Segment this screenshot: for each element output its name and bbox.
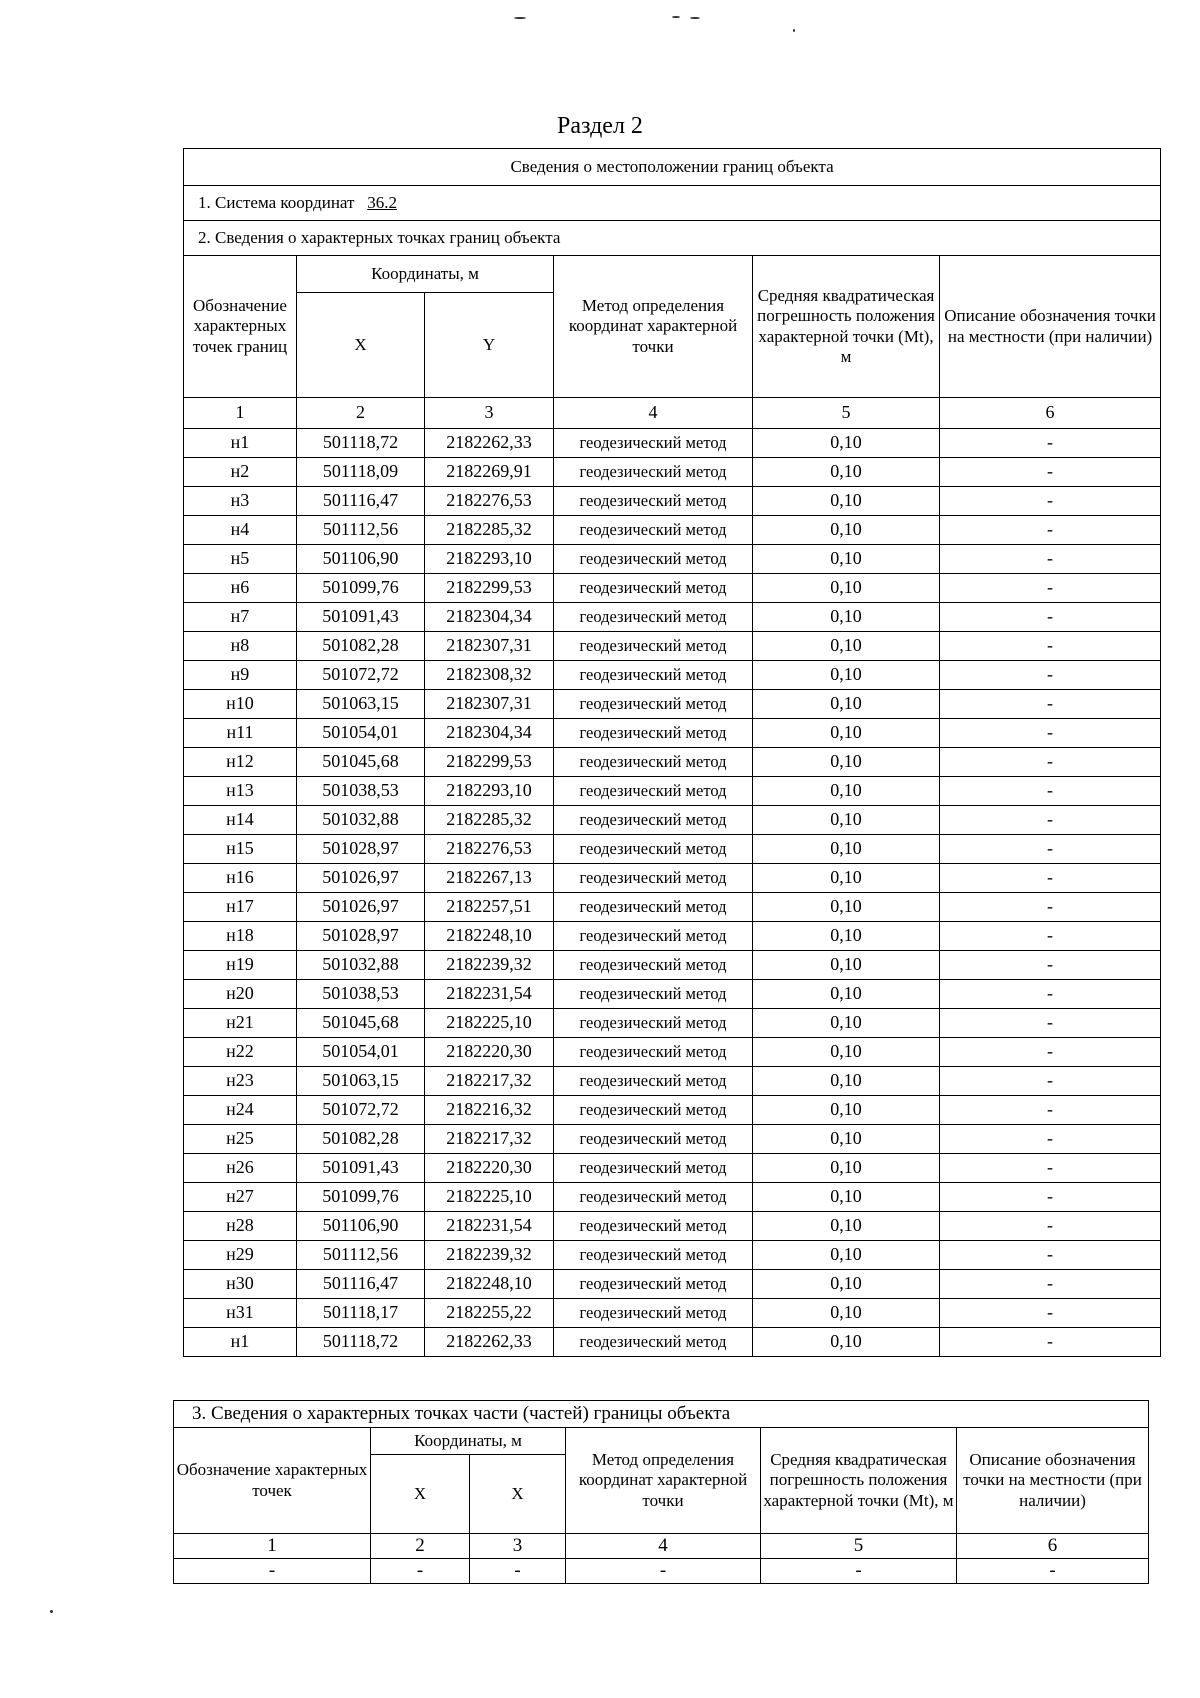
- coord-y: 2182299,53: [425, 748, 554, 777]
- coord-x: 501038,53: [297, 777, 425, 806]
- method: геодезический метод: [554, 458, 753, 487]
- empty-cell: -: [470, 1559, 566, 1584]
- mean-error: 0,10: [753, 458, 940, 487]
- method: геодезический метод: [554, 1154, 753, 1183]
- column-number: 3: [425, 398, 554, 429]
- coord-y: 2182220,30: [425, 1154, 554, 1183]
- coord-y: 2182248,10: [425, 922, 554, 951]
- coord-x: 501026,97: [297, 864, 425, 893]
- table-row: [184, 806, 1161, 835]
- method: геодезический метод: [554, 1125, 753, 1154]
- mean-error: 0,10: [753, 1154, 940, 1183]
- empty-cell: -: [761, 1559, 957, 1584]
- coord-x: 501106,90: [297, 1212, 425, 1241]
- section-title: Раздел 2: [557, 113, 643, 139]
- part-col-x2-header: X: [470, 1455, 566, 1534]
- description: -: [940, 1270, 1161, 1299]
- coord-x: 501032,88: [297, 806, 425, 835]
- coord-y: 2182307,31: [425, 690, 554, 719]
- description: -: [940, 864, 1161, 893]
- point-designation: н30: [184, 1270, 297, 1299]
- point-designation: н3: [184, 487, 297, 516]
- method: геодезический метод: [554, 777, 753, 806]
- point-designation: н11: [184, 719, 297, 748]
- mean-error: 0,10: [753, 893, 940, 922]
- coord-x: 501118,17: [297, 1299, 425, 1328]
- description: -: [940, 806, 1161, 835]
- description: -: [940, 1009, 1161, 1038]
- coord-y: 2182285,32: [425, 806, 554, 835]
- method: геодезический метод: [554, 1212, 753, 1241]
- points-heading: 2. Сведения о характерных точках границ объекта: [184, 221, 1161, 256]
- method: геодезический метод: [554, 1067, 753, 1096]
- mean-error: 0,10: [753, 777, 940, 806]
- coord-y: 2182293,10: [425, 777, 554, 806]
- part-boundary-points-table: [173, 1400, 1149, 1584]
- coord-y: 2182231,54: [425, 1212, 554, 1241]
- mean-error: 0,10: [753, 1212, 940, 1241]
- coord-x: 501082,28: [297, 1125, 425, 1154]
- description: -: [940, 1096, 1161, 1125]
- method: геодезический метод: [554, 1183, 753, 1212]
- point-designation: н12: [184, 748, 297, 777]
- part-col-method-header: Метод определения координат характерной точки: [566, 1428, 761, 1534]
- col-desc-header: Описание обозначения точки на местности (при наличии): [940, 256, 1161, 398]
- point-designation: н19: [184, 951, 297, 980]
- mean-error: 0,10: [753, 487, 940, 516]
- point-designation: н7: [184, 603, 297, 632]
- method: геодезический метод: [554, 1270, 753, 1299]
- mean-error: 0,10: [753, 864, 940, 893]
- table-row: [184, 1299, 1161, 1328]
- coord-y: 2182220,30: [425, 1038, 554, 1067]
- description: -: [940, 1241, 1161, 1270]
- table-row: [184, 574, 1161, 603]
- col-y-header: Y: [425, 293, 554, 398]
- description: -: [940, 748, 1161, 777]
- empty-cell: -: [957, 1559, 1149, 1584]
- method: геодезический метод: [554, 603, 753, 632]
- mean-error: 0,10: [753, 980, 940, 1009]
- table-row: [184, 487, 1161, 516]
- coord-y: 2182225,10: [425, 1009, 554, 1038]
- mean-error: 0,10: [753, 545, 940, 574]
- coord-x: 501082,28: [297, 632, 425, 661]
- empty-cell: -: [174, 1559, 371, 1584]
- column-number: 2: [371, 1534, 470, 1559]
- point-designation: н2: [184, 458, 297, 487]
- column-number: 6: [957, 1534, 1149, 1559]
- mean-error: 0,10: [753, 1328, 940, 1357]
- coord-y: 2182267,13: [425, 864, 554, 893]
- method: геодезический метод: [554, 516, 753, 545]
- coord-x: 501116,47: [297, 487, 425, 516]
- description: -: [940, 487, 1161, 516]
- mean-error: 0,10: [753, 603, 940, 632]
- table-row: [184, 1009, 1161, 1038]
- part-column-number-row: [174, 1534, 1149, 1559]
- method: геодезический метод: [554, 690, 753, 719]
- method: геодезический метод: [554, 545, 753, 574]
- table-header: Сведения о местоположении границ объекта: [184, 149, 1161, 186]
- empty-cell: -: [566, 1559, 761, 1584]
- coord-y: 2182299,53: [425, 574, 554, 603]
- coord-x: 501112,56: [297, 1241, 425, 1270]
- description: -: [940, 574, 1161, 603]
- method: геодезический метод: [554, 806, 753, 835]
- method: геодезический метод: [554, 922, 753, 951]
- coord-y: 2182239,32: [425, 1241, 554, 1270]
- point-designation: н31: [184, 1299, 297, 1328]
- coord-y: 2182217,32: [425, 1125, 554, 1154]
- part-col-x1-header: X: [371, 1455, 470, 1534]
- coordinate-system-value: 36.2: [367, 192, 397, 212]
- column-number-row: [184, 398, 1161, 429]
- column-number: 6: [940, 398, 1161, 429]
- col-error-header: Средняя квадратическая погрешность положения характерной точки (Mt), м: [753, 256, 940, 398]
- coord-x: 501032,88: [297, 951, 425, 980]
- coord-y: 2182257,51: [425, 893, 554, 922]
- coordinate-system-label: 1. Система координат: [198, 192, 355, 212]
- method: геодезический метод: [554, 429, 753, 458]
- coord-y: 2182307,31: [425, 632, 554, 661]
- coord-x: 501045,68: [297, 748, 425, 777]
- point-designation: н9: [184, 661, 297, 690]
- description: -: [940, 661, 1161, 690]
- description: -: [940, 777, 1161, 806]
- table-row: [184, 1212, 1161, 1241]
- description: -: [940, 1183, 1161, 1212]
- coord-x: 501091,43: [297, 603, 425, 632]
- description: -: [940, 893, 1161, 922]
- description: -: [940, 1125, 1161, 1154]
- coord-x: 501026,97: [297, 893, 425, 922]
- mean-error: 0,10: [753, 922, 940, 951]
- mean-error: 0,10: [753, 1096, 940, 1125]
- table-row: [184, 1096, 1161, 1125]
- coord-y: 2182239,32: [425, 951, 554, 980]
- mean-error: 0,10: [753, 574, 940, 603]
- description: -: [940, 1299, 1161, 1328]
- coord-x: 501038,53: [297, 980, 425, 1009]
- description: -: [940, 632, 1161, 661]
- point-designation: н20: [184, 980, 297, 1009]
- mean-error: 0,10: [753, 1038, 940, 1067]
- column-number: 4: [554, 398, 753, 429]
- description: -: [940, 603, 1161, 632]
- point-designation: н10: [184, 690, 297, 719]
- coord-x: 501063,15: [297, 1067, 425, 1096]
- point-designation: н6: [184, 574, 297, 603]
- coord-x: 501054,01: [297, 719, 425, 748]
- method: геодезический метод: [554, 661, 753, 690]
- point-designation: н17: [184, 893, 297, 922]
- empty-cell: -: [371, 1559, 470, 1584]
- coord-x: 501106,90: [297, 545, 425, 574]
- coord-y: 2182255,22: [425, 1299, 554, 1328]
- description: -: [940, 1154, 1161, 1183]
- point-designation: н22: [184, 1038, 297, 1067]
- scan-speck: [50, 1610, 53, 1613]
- method: геодезический метод: [554, 632, 753, 661]
- method: геодезический метод: [554, 893, 753, 922]
- table-row: [184, 864, 1161, 893]
- coord-x: 501028,97: [297, 835, 425, 864]
- table-row: [184, 458, 1161, 487]
- mean-error: 0,10: [753, 632, 940, 661]
- point-designation: н4: [184, 516, 297, 545]
- table-row: [184, 748, 1161, 777]
- mean-error: 0,10: [753, 719, 940, 748]
- description: -: [940, 922, 1161, 951]
- coord-y: 2182285,32: [425, 516, 554, 545]
- point-designation: н13: [184, 777, 297, 806]
- point-designation: н5: [184, 545, 297, 574]
- table-row: [184, 661, 1161, 690]
- method: геодезический метод: [554, 574, 753, 603]
- mean-error: 0,10: [753, 806, 940, 835]
- coord-y: 2182276,53: [425, 835, 554, 864]
- part-col-coords-header: Координаты, м: [371, 1428, 566, 1455]
- description: -: [940, 1212, 1161, 1241]
- coord-y: 2182216,32: [425, 1096, 554, 1125]
- method: геодезический метод: [554, 980, 753, 1009]
- point-designation: н23: [184, 1067, 297, 1096]
- part-col-error-header: Средняя квадратическая погрешность положения характерной точки (Mt), м: [761, 1428, 957, 1534]
- column-number: 4: [566, 1534, 761, 1559]
- description: -: [940, 719, 1161, 748]
- method: геодезический метод: [554, 748, 753, 777]
- column-number: 2: [297, 398, 425, 429]
- description: -: [940, 429, 1161, 458]
- table-row: [184, 922, 1161, 951]
- table-row: [184, 516, 1161, 545]
- coord-y: 2182217,32: [425, 1067, 554, 1096]
- coord-x: 501063,15: [297, 690, 425, 719]
- mean-error: 0,10: [753, 516, 940, 545]
- method: геодезический метод: [554, 487, 753, 516]
- coord-y: 2182293,10: [425, 545, 554, 574]
- coord-x: 501118,72: [297, 429, 425, 458]
- mean-error: 0,10: [753, 835, 940, 864]
- description: -: [940, 545, 1161, 574]
- method: геодезический метод: [554, 1038, 753, 1067]
- point-designation: н29: [184, 1241, 297, 1270]
- point-designation: н14: [184, 806, 297, 835]
- description: -: [940, 458, 1161, 487]
- description: -: [940, 516, 1161, 545]
- method: геодезический метод: [554, 1328, 753, 1357]
- table-row: [184, 1241, 1161, 1270]
- mean-error: 0,10: [753, 1009, 940, 1038]
- mean-error: 0,10: [753, 1183, 940, 1212]
- table-row: [184, 1067, 1161, 1096]
- column-number: 3: [470, 1534, 566, 1559]
- table-row: [174, 1559, 1149, 1584]
- coord-x: 501054,01: [297, 1038, 425, 1067]
- table-row: [184, 632, 1161, 661]
- column-number: 1: [174, 1534, 371, 1559]
- coord-y: 2182231,54: [425, 980, 554, 1009]
- table-row: [184, 1038, 1161, 1067]
- description: -: [940, 951, 1161, 980]
- coord-y: 2182262,33: [425, 429, 554, 458]
- point-designation: н18: [184, 922, 297, 951]
- method: геодезический метод: [554, 835, 753, 864]
- point-designation: н26: [184, 1154, 297, 1183]
- table-row: [184, 545, 1161, 574]
- coord-y: 2182269,91: [425, 458, 554, 487]
- col-designation-header: Обозначение характерных точек границ: [184, 256, 297, 398]
- coord-y: 2182248,10: [425, 1270, 554, 1299]
- coord-x: 501072,72: [297, 661, 425, 690]
- point-designation: н28: [184, 1212, 297, 1241]
- scan-speck: [672, 16, 680, 18]
- point-designation: н15: [184, 835, 297, 864]
- coord-x: 501099,76: [297, 1183, 425, 1212]
- mean-error: 0,10: [753, 429, 940, 458]
- table-row: [184, 980, 1161, 1009]
- table-row: [184, 951, 1161, 980]
- scan-speck: [690, 17, 700, 19]
- coord-y: 2182262,33: [425, 1328, 554, 1357]
- coord-x: 501099,76: [297, 574, 425, 603]
- mean-error: 0,10: [753, 690, 940, 719]
- table-row: [184, 893, 1161, 922]
- mean-error: 0,10: [753, 1067, 940, 1096]
- mean-error: 0,10: [753, 1125, 940, 1154]
- coord-x: 501118,09: [297, 458, 425, 487]
- col-x-header: X: [297, 293, 425, 398]
- coordinate-system-row: [184, 186, 1161, 221]
- method: геодезический метод: [554, 719, 753, 748]
- method: геодезический метод: [554, 951, 753, 980]
- coord-x: 501072,72: [297, 1096, 425, 1125]
- table-row: [184, 690, 1161, 719]
- table-row: [184, 1125, 1161, 1154]
- mean-error: 0,10: [753, 1270, 940, 1299]
- coord-x: 501028,97: [297, 922, 425, 951]
- point-designation: н21: [184, 1009, 297, 1038]
- description: -: [940, 690, 1161, 719]
- method: геодезический метод: [554, 864, 753, 893]
- col-method-header: Метод определения координат характерной точки: [554, 256, 753, 398]
- scan-speck: [793, 29, 795, 32]
- column-number: 5: [761, 1534, 957, 1559]
- description: -: [940, 980, 1161, 1009]
- point-designation: н1: [184, 429, 297, 458]
- point-designation: н1: [184, 1328, 297, 1357]
- coord-y: 2182304,34: [425, 719, 554, 748]
- coord-y: 2182276,53: [425, 487, 554, 516]
- coord-x: 501112,56: [297, 516, 425, 545]
- coord-y: 2182308,32: [425, 661, 554, 690]
- column-number: 5: [753, 398, 940, 429]
- mean-error: 0,10: [753, 1241, 940, 1270]
- description: -: [940, 835, 1161, 864]
- table-row: [184, 1270, 1161, 1299]
- coord-x: 501118,72: [297, 1328, 425, 1357]
- coord-x: 501116,47: [297, 1270, 425, 1299]
- point-designation: н8: [184, 632, 297, 661]
- column-number: 1: [184, 398, 297, 429]
- description: -: [940, 1038, 1161, 1067]
- mean-error: 0,10: [753, 1299, 940, 1328]
- point-designation: н24: [184, 1096, 297, 1125]
- description: -: [940, 1328, 1161, 1357]
- table-row: [184, 603, 1161, 632]
- col-coords-header: Координаты, м: [297, 256, 554, 293]
- table-row: [184, 429, 1161, 458]
- mean-error: 0,10: [753, 661, 940, 690]
- mean-error: 0,10: [753, 748, 940, 777]
- table-row: [184, 1154, 1161, 1183]
- table-row: [184, 1328, 1161, 1357]
- description: -: [940, 1067, 1161, 1096]
- table-row: [184, 777, 1161, 806]
- coord-x: 501091,43: [297, 1154, 425, 1183]
- point-designation: н27: [184, 1183, 297, 1212]
- coord-y: 2182304,34: [425, 603, 554, 632]
- coord-y: 2182225,10: [425, 1183, 554, 1212]
- table-row: [184, 835, 1161, 864]
- mean-error: 0,10: [753, 951, 940, 980]
- method: геодезический метод: [554, 1241, 753, 1270]
- part-heading: 3. Сведения о характерных точках части (частей) границы объекта: [174, 1401, 1149, 1428]
- part-col-desc-header: Описание обозначения точки на местности (при наличии): [957, 1428, 1149, 1534]
- boundary-points-table: [183, 148, 1161, 1357]
- coord-x: 501045,68: [297, 1009, 425, 1038]
- table-row: [184, 719, 1161, 748]
- part-col-designation-header: Обозначение характерных точек: [174, 1428, 371, 1534]
- method: геодезический метод: [554, 1096, 753, 1125]
- scan-speck: [514, 17, 526, 19]
- method: геодезический метод: [554, 1009, 753, 1038]
- method: геодезический метод: [554, 1299, 753, 1328]
- point-designation: н16: [184, 864, 297, 893]
- table-row: [184, 1183, 1161, 1212]
- point-designation: н25: [184, 1125, 297, 1154]
